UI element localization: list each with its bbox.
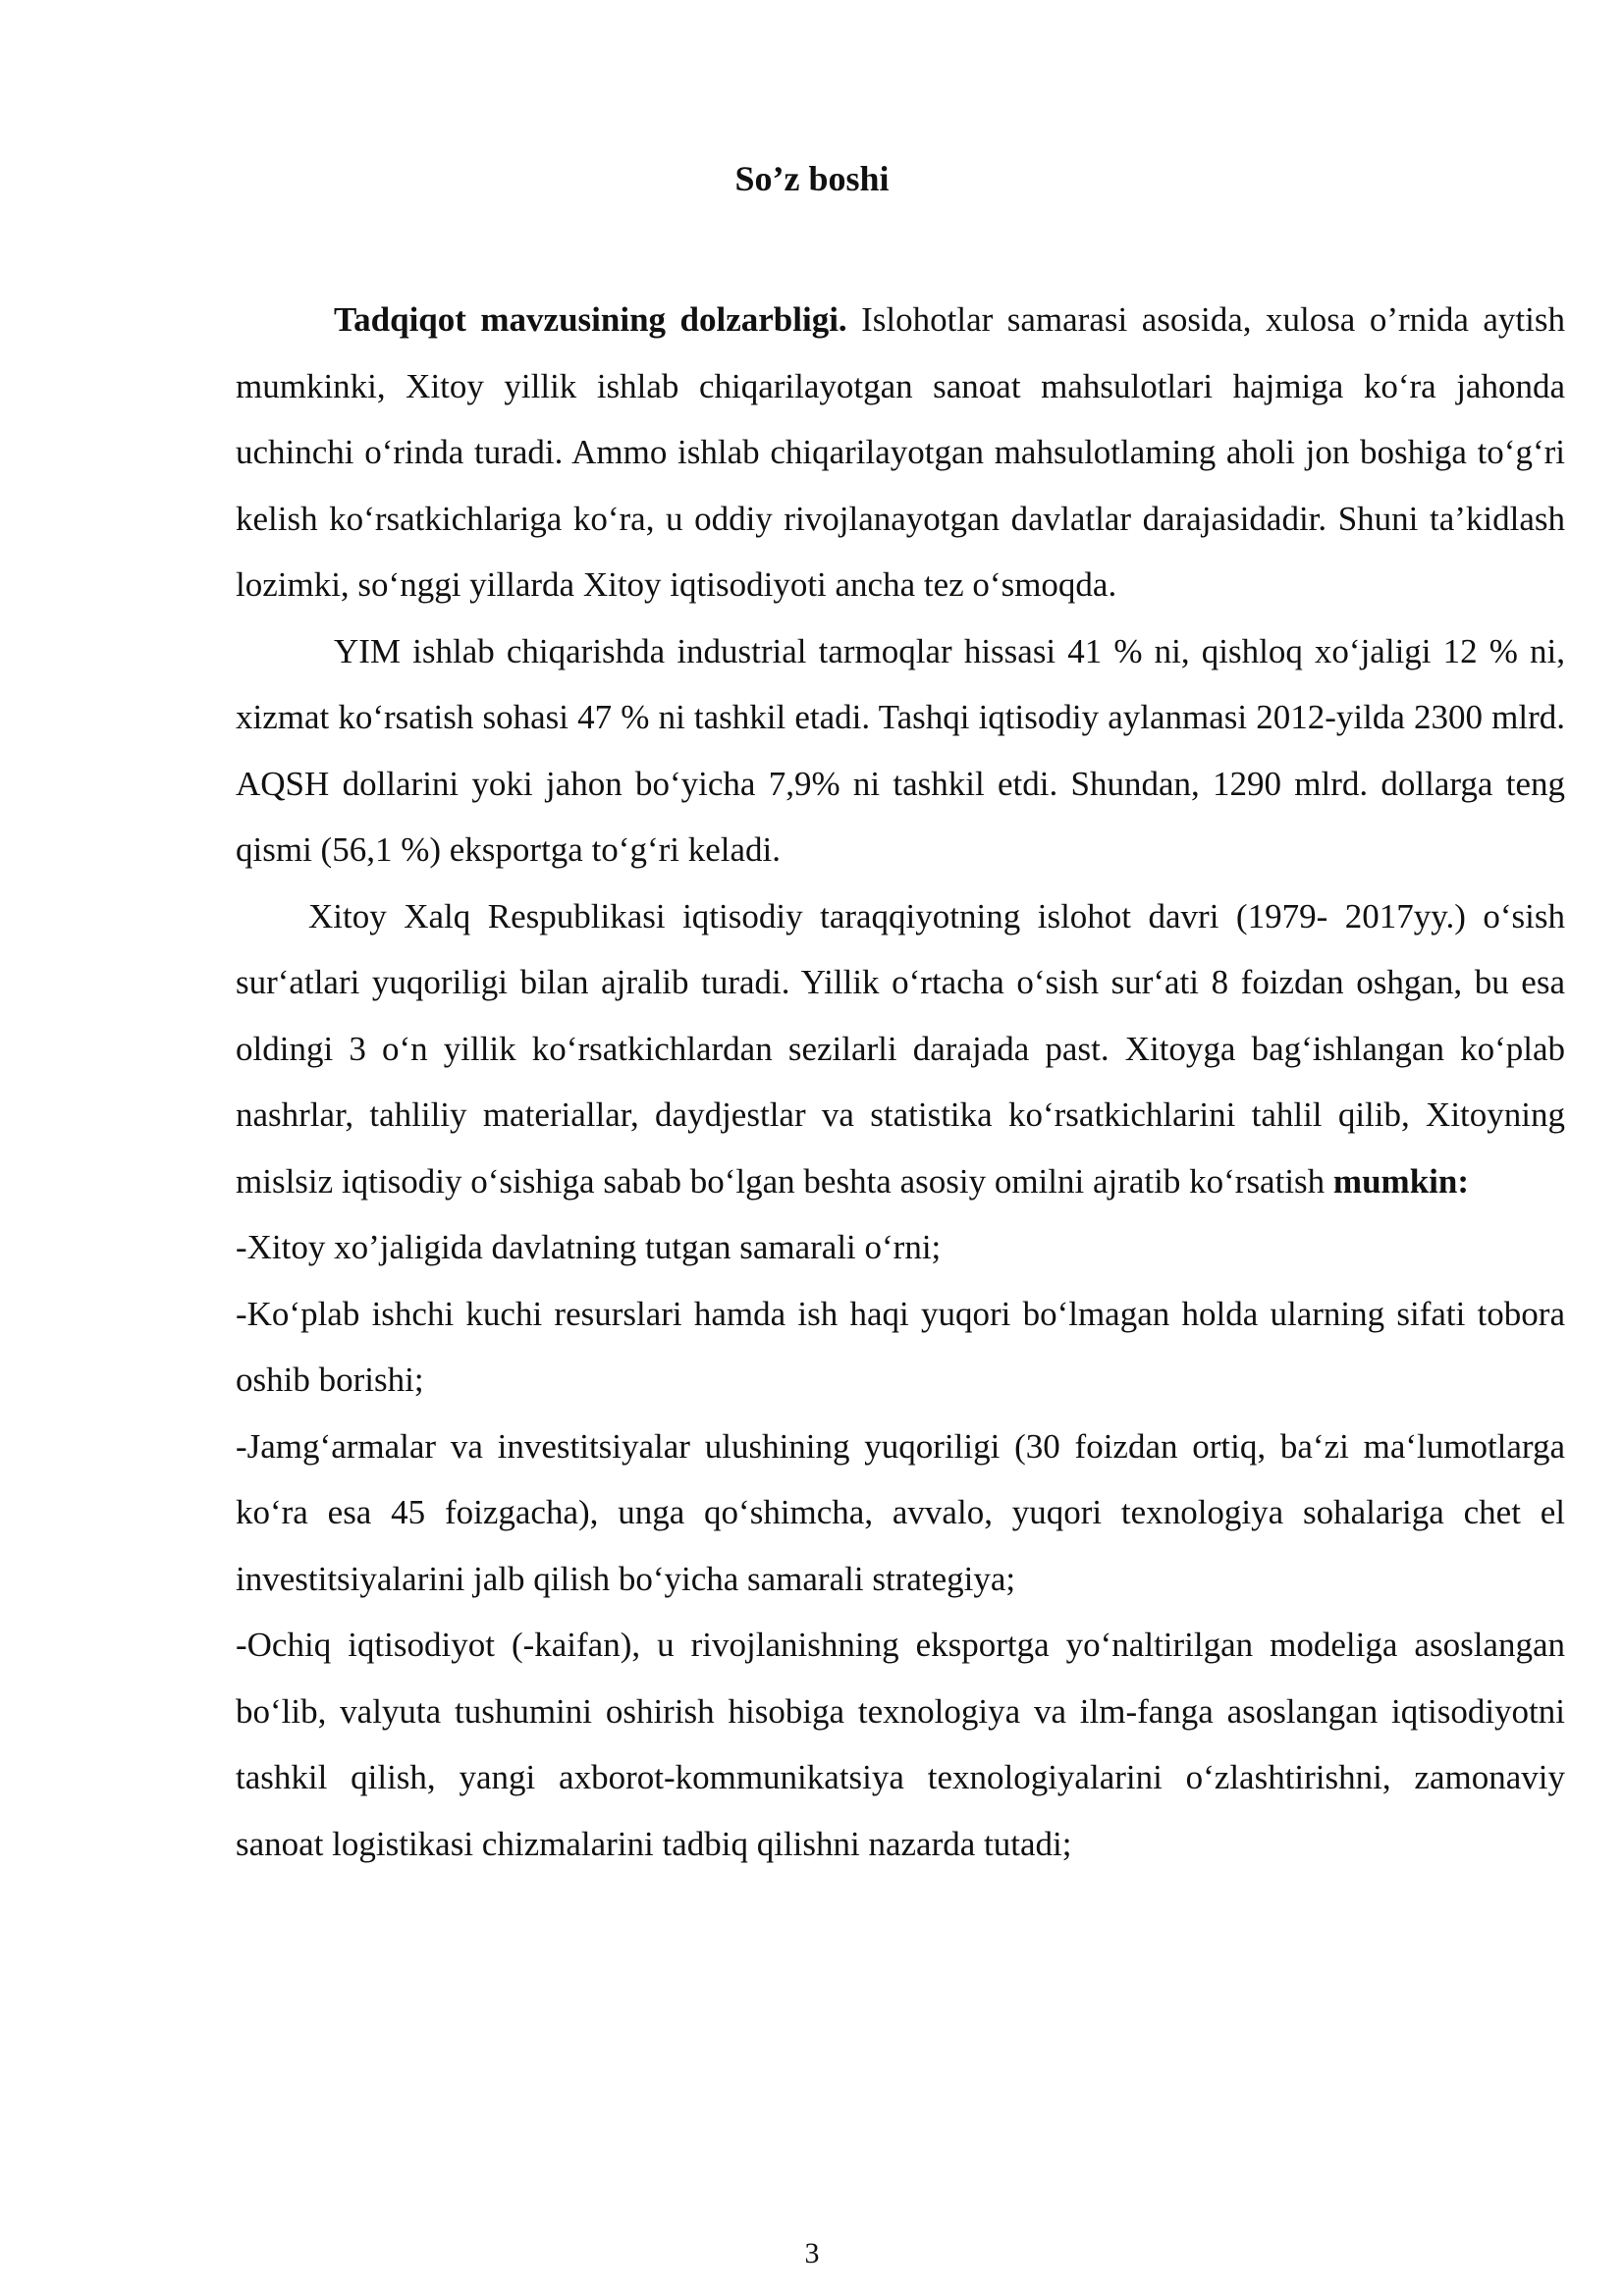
paragraph-growth-text: Xitoy Xalq Respublikasi iqtisodiy taraqqiyotning islohot davri (1979- 2017yy.) o‘sish sur‘atlari yuqoriligi bilan ajralib turadi. Yillik o‘rtacha o‘sish sur‘ati 8 foizdan oshgan, bu esa oldingi 3 o‘n yillik ko‘rsatkichlardan sezilarli darajada past. Xitoyga bag‘ishlangan ko‘plab nashrlar, tahliliy materiallar, daydjestlar va statistika ko‘rsatkichlarini tahlil qilib, Xitoyning mislsiz iqtisodiy o‘sishiga sabab bo‘lgan beshta asosiy omilni ajratib ko‘rsatish: [236, 896, 1565, 1201]
document-body: [236, 287, 1565, 1877]
list-item: -Ochiq iqtisodiyot (-kaifan), u rivojlanishning eksportga yo‘naltirilgan modeliga asoslangan bo‘lib, valyuta tushumini oshirish hisobiga texnologiya va ilm-fanga asoslangan iqtisodiyotni tashkil qilish, yangi axborot-kommunikatsiya texnologiyalarini o‘zlashtirishni, zamonaviy sanoat logistikasi chizmalarini tadbiq qilishni nazarda tutadi;: [236, 1626, 1565, 1863]
list-item: -Xitoy xo’jaligida davlatning tutgan samarali o‘rni;: [236, 1228, 942, 1266]
list-item: -Jamg‘armalar va investitsiyalar ulushining yuqoriligi (30 foizdan ortiq, ba‘zi ma‘lumotlarga ko‘ra esa 45 foizgacha), unga qo‘shimcha, avvalo, yuqori texnologiya sohalariga chet el investitsiyalarini jalb qilish bo‘yicha samarali strategiya;: [236, 1426, 1565, 1598]
paragraph-growth: [236, 883, 1565, 1215]
paragraph-growth-bold-ending: mumkin:: [1332, 1161, 1470, 1201]
paragraph-gdp: YIM ishlab chiqarishda industrial tarmoqlar hissasi 41 % ni, qishloq xo‘jaligi 12 % ni, xizmat ko‘rsatish sohasi 47 % ni tashkil etadi. Tashqi iqtisodiy aylanmasi 2012-yilda 2300 mlrd. AQSH dollarini yoki jahon bo‘yicha 7,9% ni tashkil etdi. Shundan, 1290 mlrd. dollarga teng qismi (56,1 %) eksportga to‘g‘ri keladi.: [236, 631, 1565, 869]
paragraph-relevance: [236, 287, 1565, 618]
page-title: So’z boshi: [734, 159, 890, 198]
paragraph-lead-heading: Tadqiqot mavzusining dolzarbligi.: [334, 300, 847, 339]
paragraph-relevance-text: Islohotlar samarasi asosida, xulosa o’rnida aytish mumkinki, Xitoy yillik ishlab chiqarilayotgan sanoat mahsulotlari hajmiga ko‘ra jahonda uchinchi o‘rinda turadi. Ammo ishlab chiqarilayotgan mahsulotlaming aholi jon boshiga to‘g‘ri kelish ko‘rsatkichlariga ko‘ra, u oddiy rivojlanayotgan davlatlar darajasidadir. Shuni ta’kidlash lozimki, so‘nggi yillarda Xitoy iqtisodiyoti ancha tez o‘smoqda.: [236, 300, 1565, 604]
list-item: -Ko‘plab ishchi kuchi resurslari hamda ish haqi yuqori bo‘lmagan holda ularning sifati tobora oshib borishi;: [236, 1294, 1565, 1399]
page-number: 3: [804, 2237, 820, 2269]
